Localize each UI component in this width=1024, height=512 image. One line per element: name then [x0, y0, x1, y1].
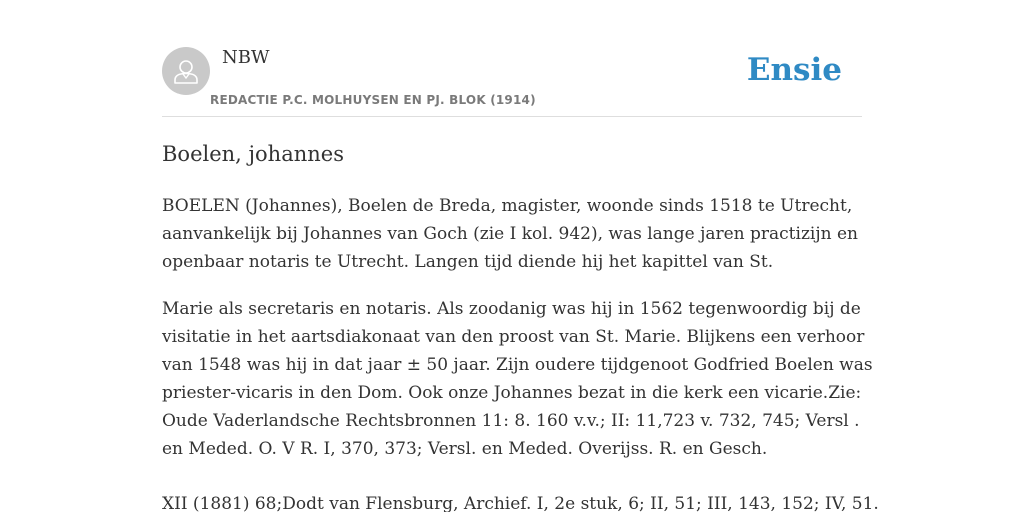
paragraph-line: priester-vicaris in den Dom. Ook onze Johannes bezat in die kerk een vicarie.Zie: — [162, 383, 862, 403]
source-subtitle: REDACTIE P.C. MOLHUYSEN EN PJ. BLOK (1914) — [210, 93, 536, 107]
brand-logo[interactable]: Ensie — [746, 52, 842, 88]
author-name[interactable]: NBW — [222, 47, 270, 68]
paragraph-line: visitatie in het aartsdiakonaat van den proost van St. Marie. Blijkens een verhoor — [162, 327, 865, 347]
user-icon — [162, 47, 210, 95]
page-title: Boelen, johannes — [162, 142, 344, 166]
paragraph-line: aanvankelijk bij Johannes van Goch (zie I kol. 942), was lange jaren practizijn en — [162, 224, 858, 244]
paragraph-line: openbaar notaris te Utrecht. Langen tijd diende hij het kapittel van St. — [162, 252, 774, 272]
paragraph-2 — [162, 295, 873, 463]
paragraph-line: en Meded. O. V R. I, 370, 373; Versl. en Meded. Overijss. R. en Gesch. — [162, 439, 768, 459]
paragraph-line: XII (1881) 68;Dodt van Flensburg, Archief. I, 2e stuk, 6; II, 51; III, 143, 152; IV, 51. — [162, 494, 879, 512]
paragraph-line: BOELEN (Johannes), Boelen de Breda, magister, woonde sinds 1518 te Utrecht, — [162, 196, 853, 216]
paragraph-1 — [162, 192, 862, 276]
paragraph-line: van 1548 was hij in dat jaar ± 50 jaar. Zijn oudere tijdgenoot Godfried Boelen was — [162, 355, 873, 375]
paragraph-line: Oude Vaderlandsche Rechtsbronnen 11: 8. 160 v.v.; II: 11,723 v. 732, 745; Versl . — [162, 411, 860, 431]
article-container — [162, 0, 879, 512]
avatar[interactable] — [162, 47, 210, 95]
paragraph-line: Marie als secretaris en notaris. Als zoodanig was hij in 1562 tegenwoordig bij de — [162, 299, 861, 319]
paragraph-3 — [162, 490, 879, 512]
header — [162, 0, 862, 117]
